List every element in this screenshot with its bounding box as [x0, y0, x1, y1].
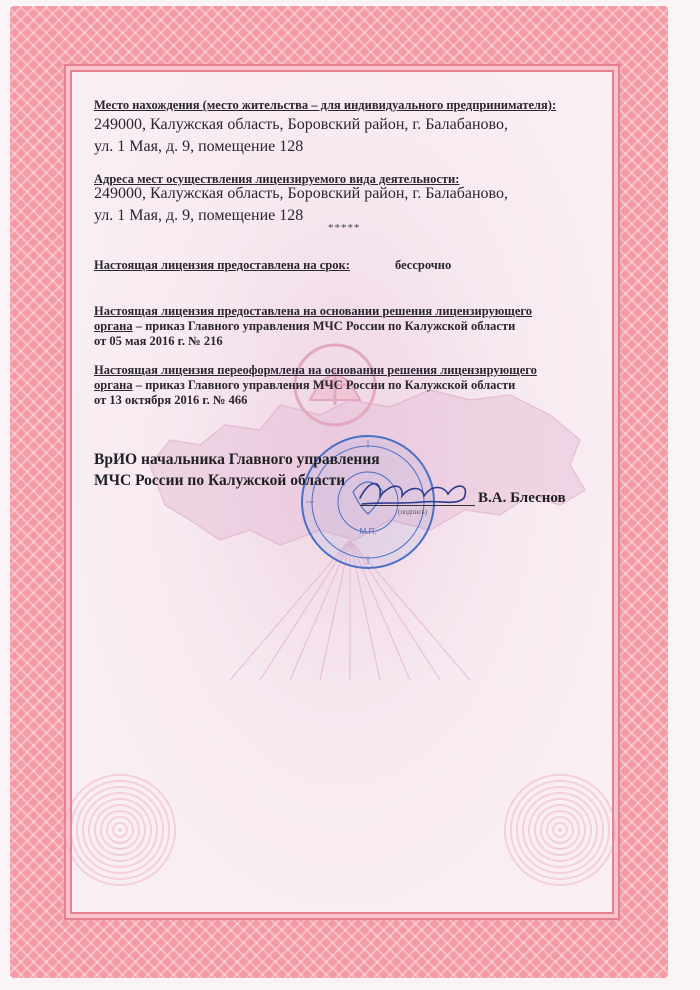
reissue-basis-organ: органа — [94, 378, 133, 392]
term-label: Настоящая лицензия предоставлена на срок: — [94, 258, 350, 272]
reissue-basis-line3: от 13 октября 2016 г. № 466 — [94, 393, 248, 407]
grant-basis-order: – приказ Главного управления МЧС России по Калужской области — [132, 319, 516, 333]
activity-address-line2: ул. 1 Мая, д. 9, помещение 128 — [94, 207, 304, 224]
term-value: бессрочно — [395, 258, 452, 272]
reissue-basis-line1: Настоящая лицензия переоформлена на основании решения лицензирующего — [94, 363, 537, 377]
signatory-title-line2: МЧС России по Калужской области — [94, 472, 346, 489]
location-address-line1: 249000, Калужская область, Боровский район, г. Балабаново, — [94, 116, 508, 133]
grant-basis-organ: органа — [94, 319, 133, 333]
signature-line — [360, 505, 475, 506]
reissue-basis-line2 — [94, 378, 515, 393]
seal-mp-text: М.П. — [359, 527, 377, 536]
grant-basis-line2 — [94, 319, 515, 334]
signature-caption: (подпись) — [398, 508, 428, 516]
reissue-basis-order: – приказ Главного управления МЧС России по Калужской области — [132, 378, 516, 392]
separator-stars: ***** — [328, 222, 361, 234]
handwritten-signature — [352, 470, 482, 510]
grant-basis-line1: Настоящая лицензия предоставлена на основании решения лицензирующего — [94, 304, 533, 318]
grant-basis-line3: от 05 мая 2016 г. № 216 — [94, 334, 223, 348]
activity-address-label: Адреса мест осуществления лицензируемого вида деятельности: — [94, 172, 460, 186]
signatory-title-line1: ВрИО начальника Главного управления — [94, 451, 380, 468]
signatory-name: В.А. Блеснов — [478, 490, 566, 506]
location-address-line2: ул. 1 Мая, д. 9, помещение 128 — [94, 138, 304, 155]
location-label: Место нахождения (место жительства – для индивидуального предпринимателя): — [94, 98, 557, 112]
activity-address-line1: 249000, Калужская область, Боровский район, г. Балабаново, — [94, 185, 508, 202]
